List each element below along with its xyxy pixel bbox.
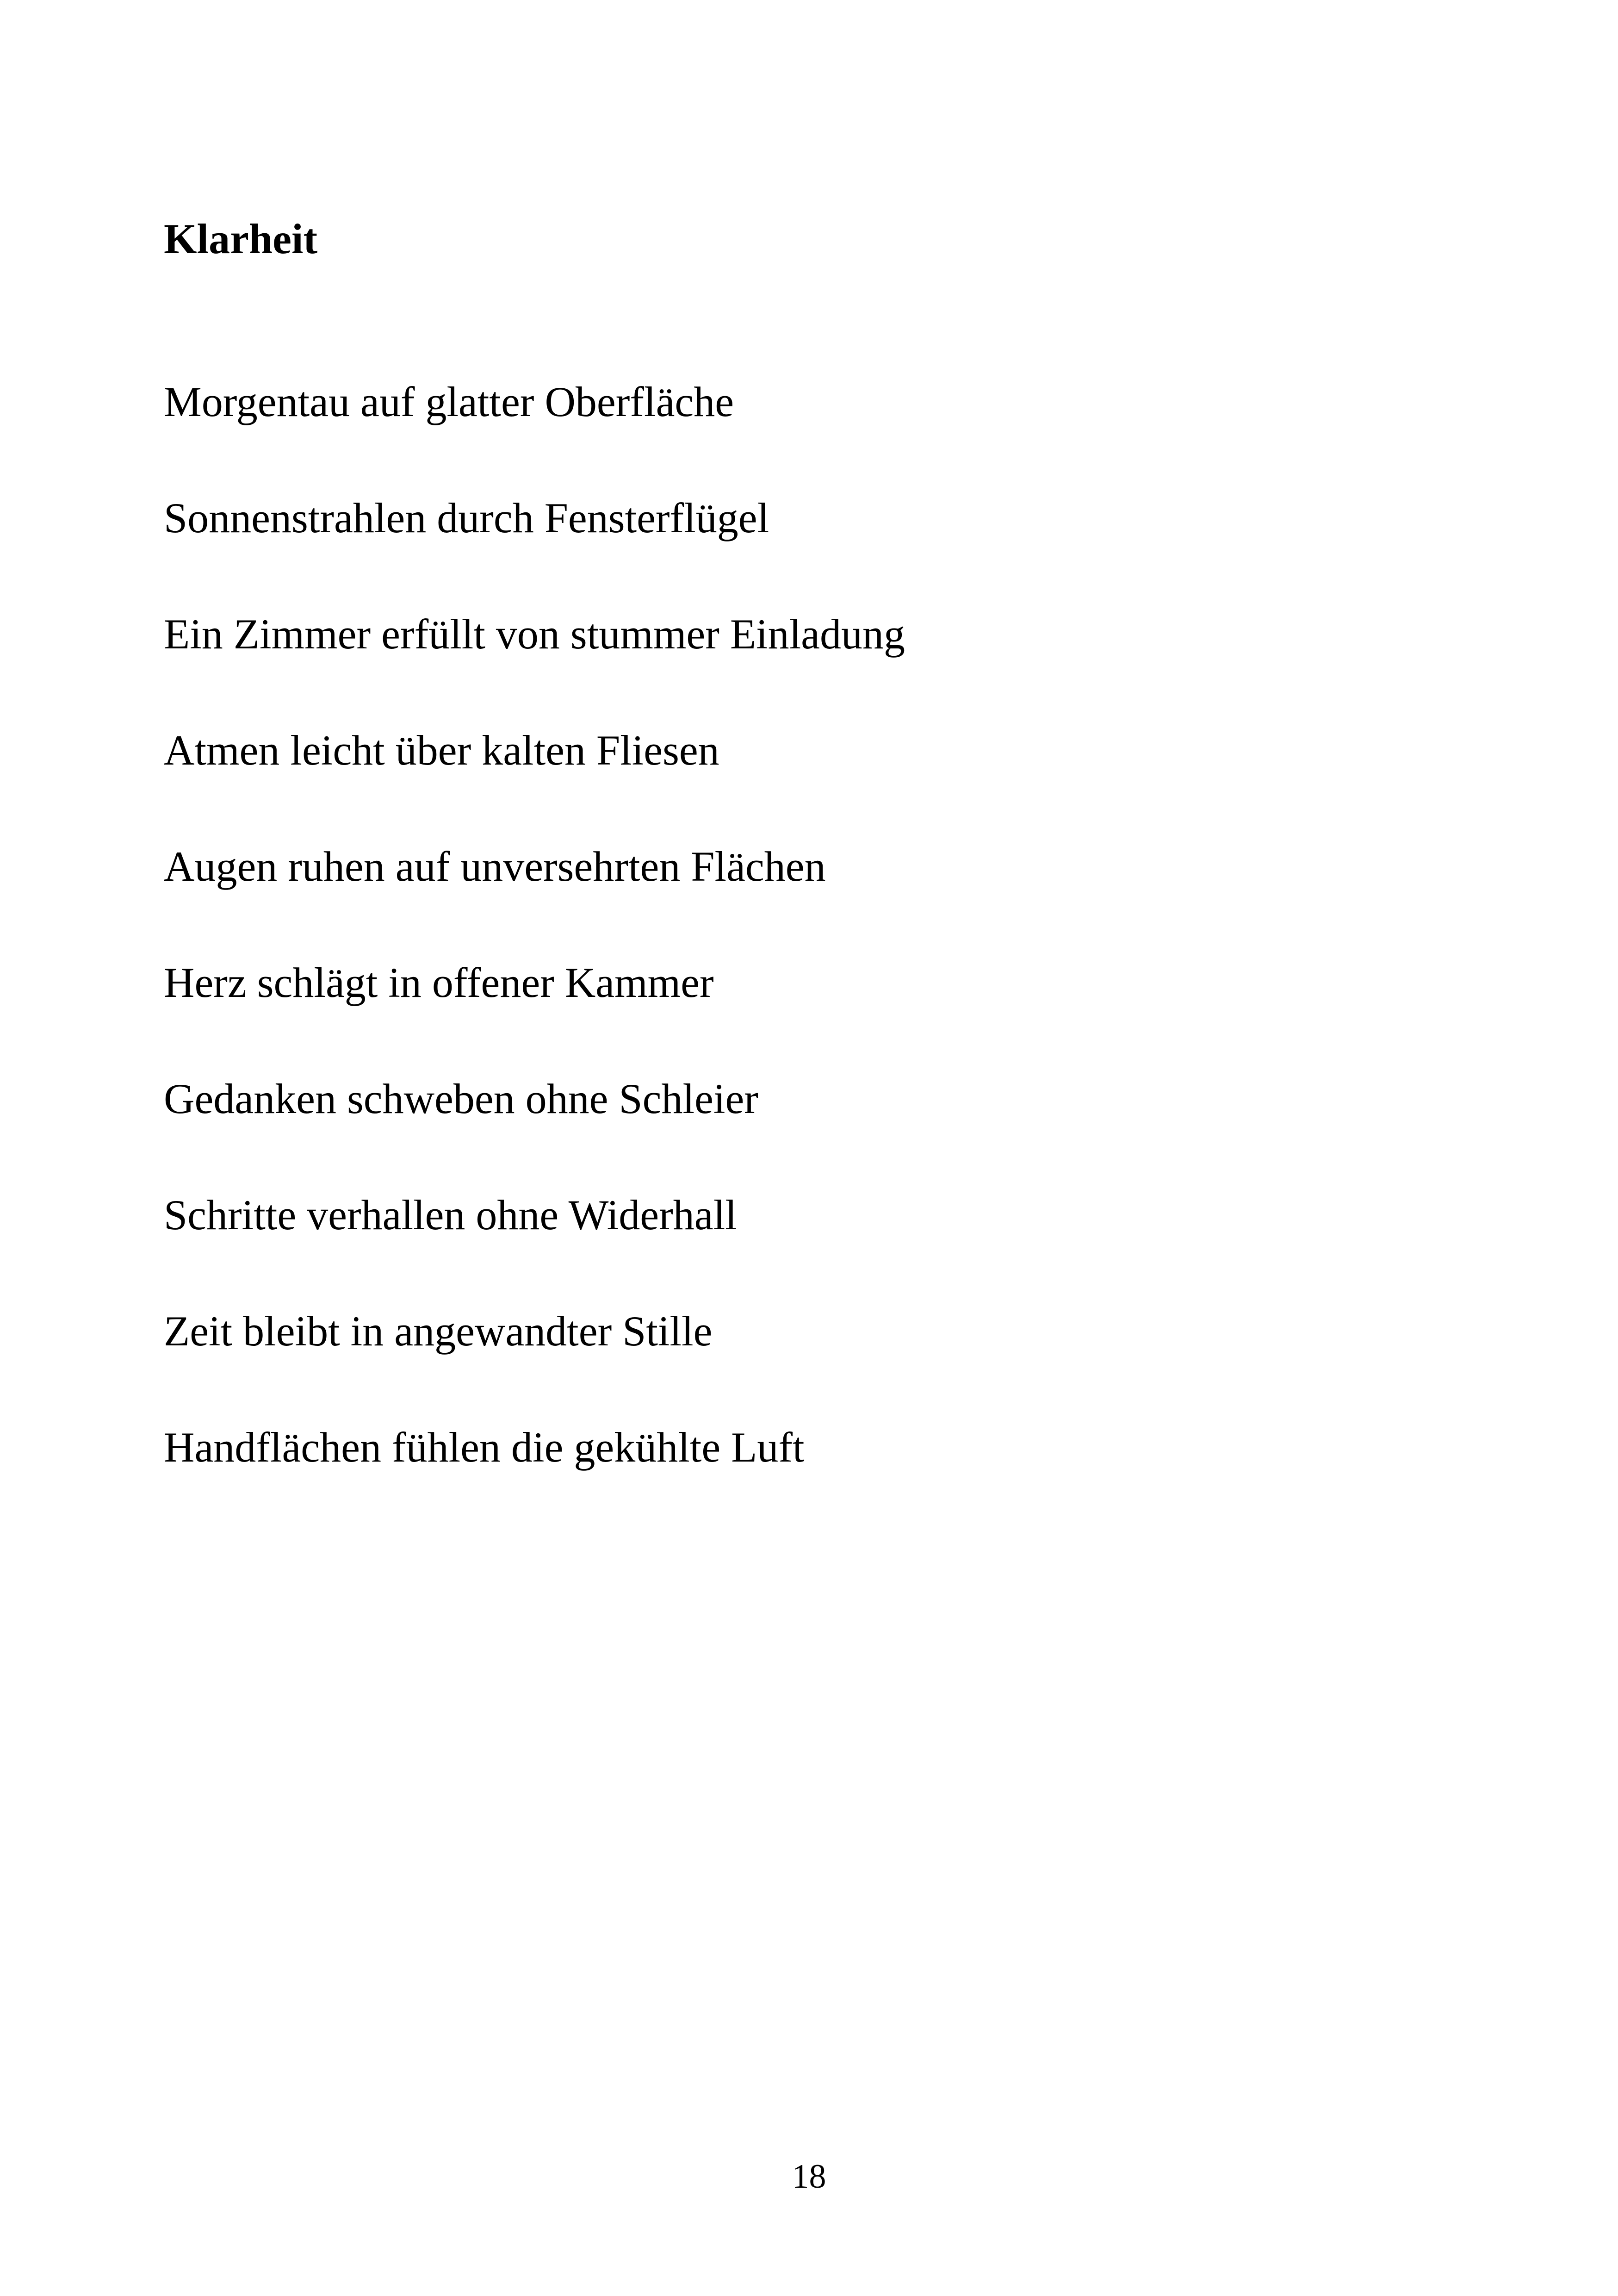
poem-line: Atmen leicht über kalten Fliesen <box>164 727 719 774</box>
poem-line: Morgentau auf glatter Oberfläche <box>164 378 734 425</box>
poem-line: Herz schlägt in offener Kammer <box>164 959 714 1006</box>
poem-body <box>164 380 905 1542</box>
poem-line: Ein Zimmer erfüllt von stummer Einladung <box>164 610 905 658</box>
poem-line: Handflächen fühlen die gekühlte Luft <box>164 1424 805 1471</box>
poem-title: Klarheit <box>164 215 318 262</box>
poem-line: Gedanken schweben ohne Schleier <box>164 1075 758 1122</box>
poem-line: Zeit bleibt in angewandter Stille <box>164 1307 713 1355</box>
poem-line: Augen ruhen auf unversehrten Flächen <box>164 843 826 890</box>
poem-line: Schritte verhallen ohne Widerhall <box>164 1191 737 1238</box>
poem-line: Sonnenstrahlen durch Fensterflügel <box>164 494 769 541</box>
page-number: 18 <box>792 2158 826 2196</box>
